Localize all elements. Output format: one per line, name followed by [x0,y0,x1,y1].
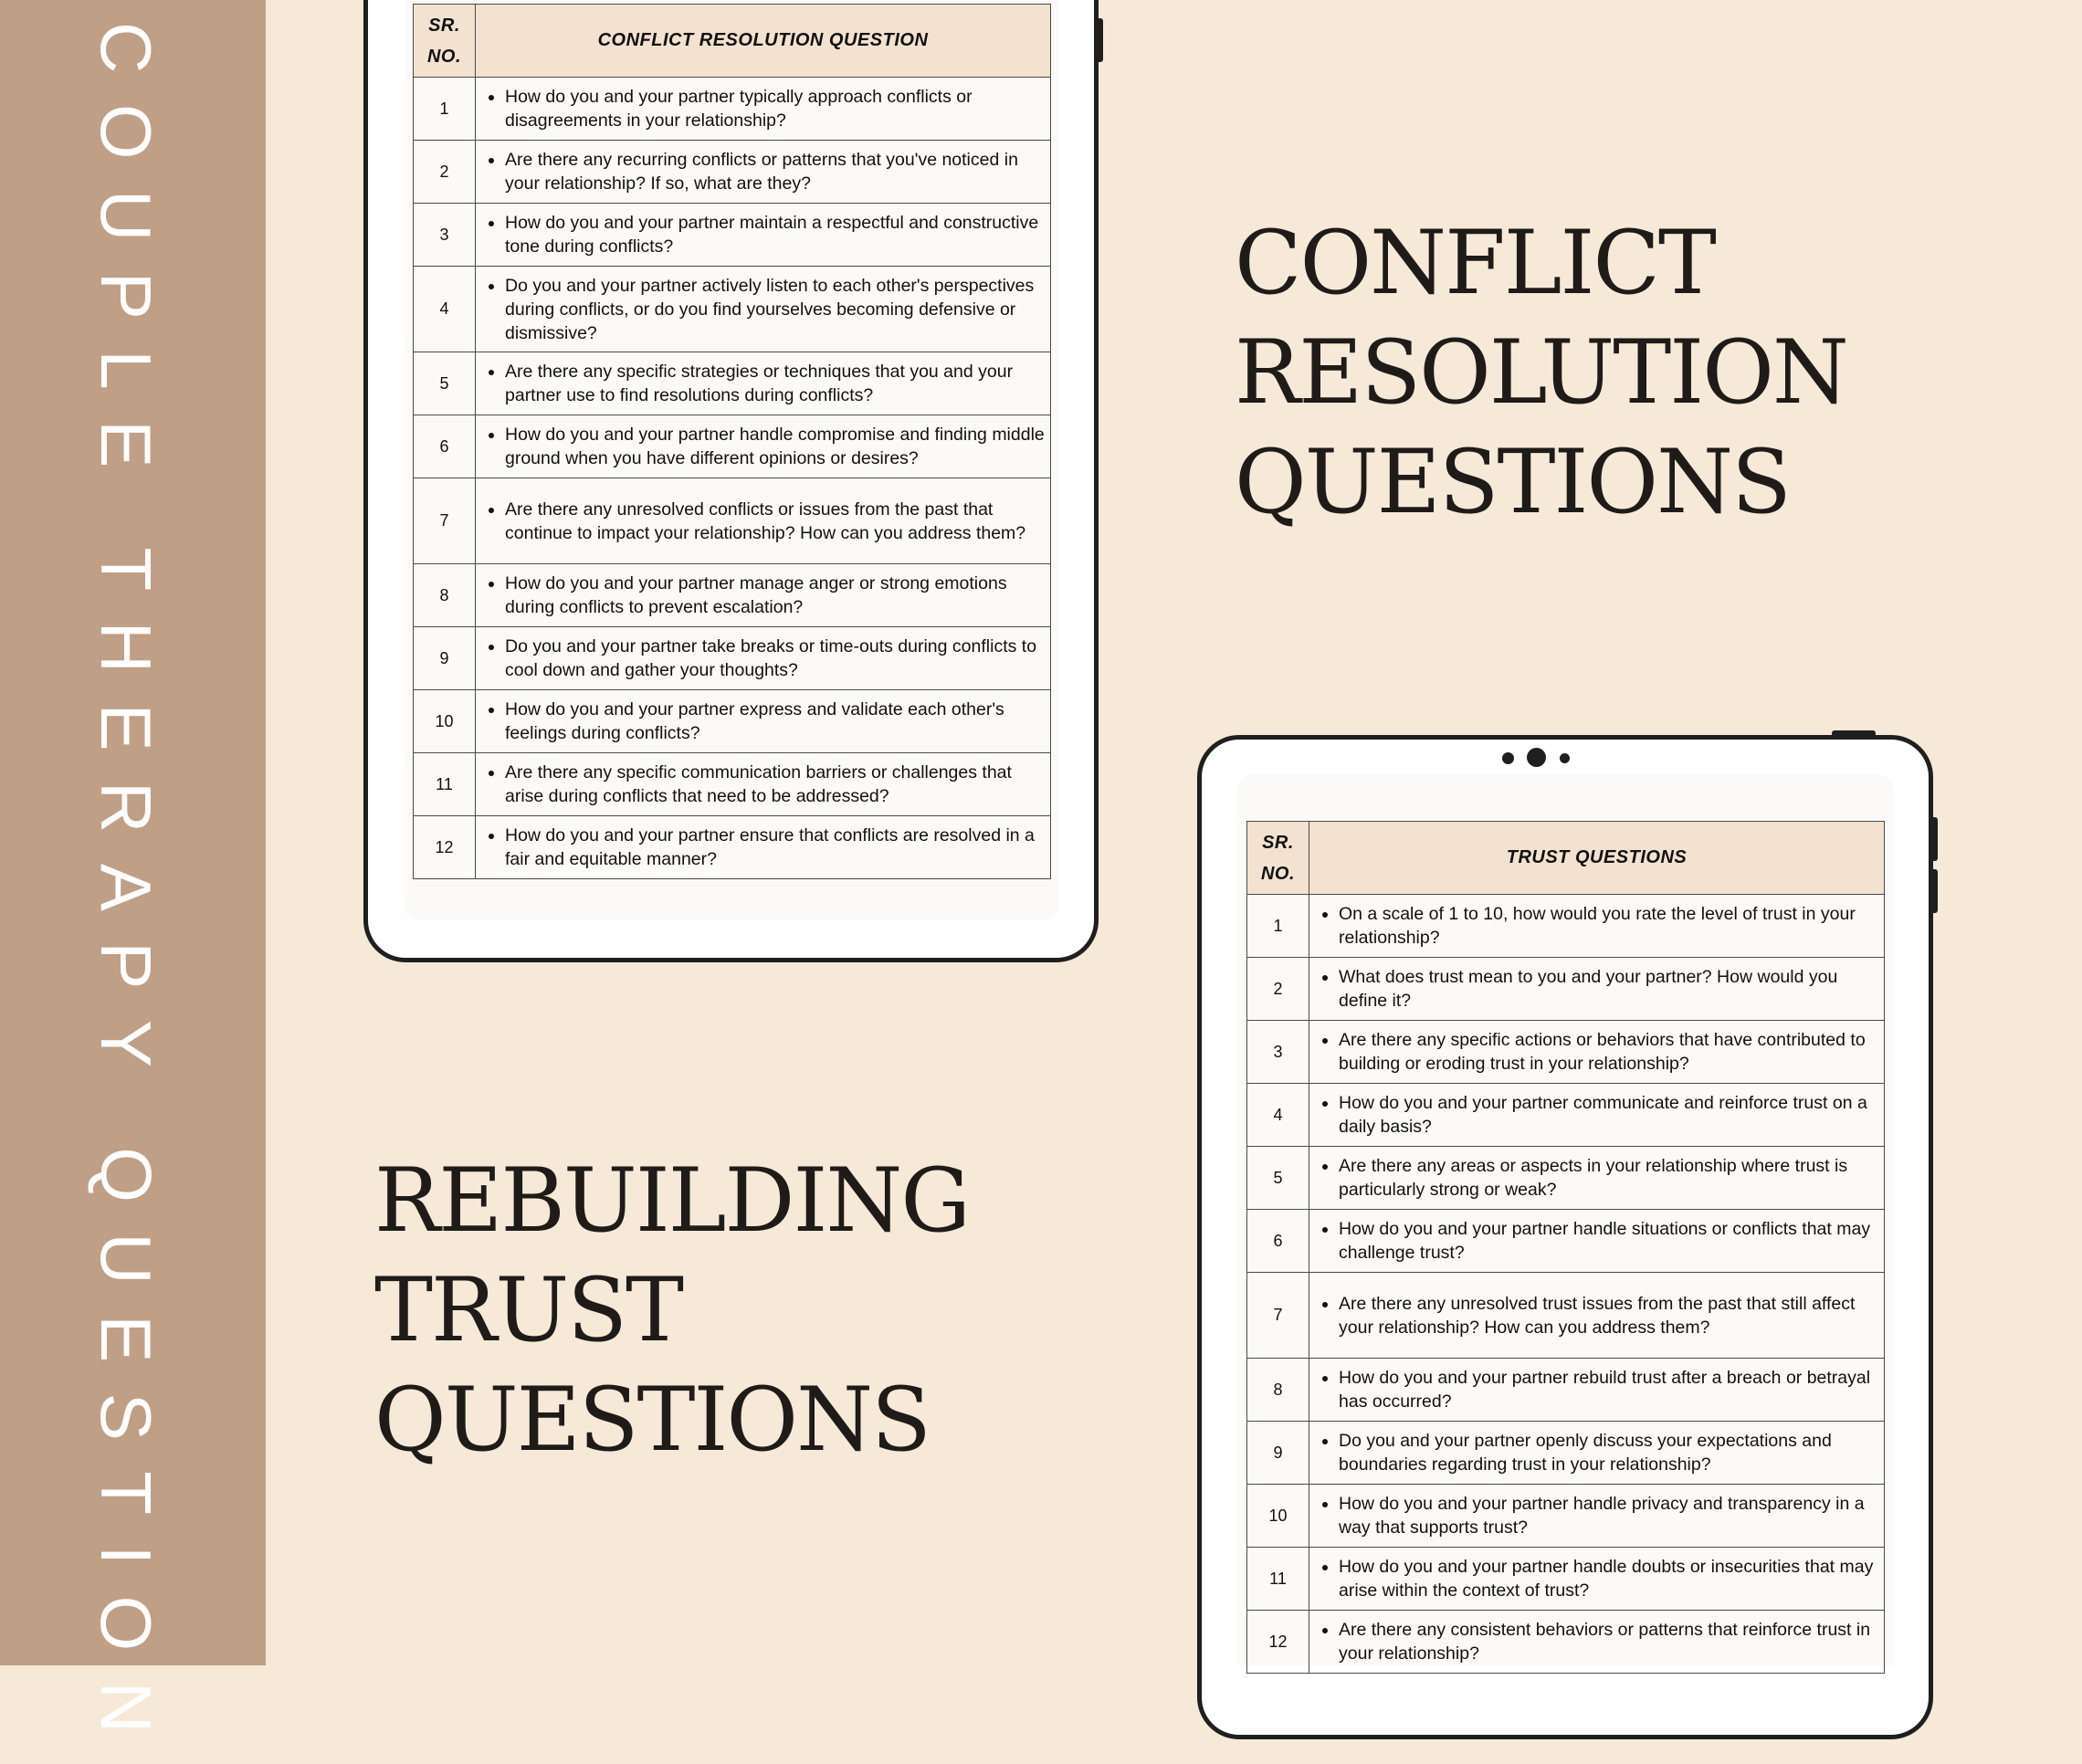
question-cell [476,816,1051,879]
question-cell [476,204,1051,267]
question-list [483,85,1045,132]
row-number: 10 [1247,1485,1309,1548]
row-number: 12 [1247,1611,1309,1674]
row-number: 3 [1247,1021,1309,1084]
question-cell [1309,1548,1885,1611]
table-row [1247,1021,1885,1084]
question-list [483,423,1045,470]
question-list [483,274,1045,345]
camera-dot-left [1502,752,1514,764]
table-row [1247,1147,1885,1210]
question-cell [476,267,1051,352]
table-row [1247,1611,1885,1674]
question-list [1317,1618,1878,1665]
question-cell [1309,1359,1885,1422]
sidebar: COUPLE THERAPY QUESTION [0,0,266,1665]
question-list [483,498,1045,545]
camera-dot-right [1560,753,1570,763]
question-text: • How do you and your partner handle situations or conflicts that may challenge trust? [1339,1217,1878,1265]
question-text: • Are there any specific strategies or techniques that you and your partner use to find resolutions during conflicts? [505,360,1045,407]
question-list [1317,1555,1878,1602]
row-number: 2 [1247,958,1309,1021]
question-text: • Are there any specific communication barriers or challenges that arise during conflicts that need to be addressed? [505,761,1045,808]
table-row [1247,1084,1885,1147]
question-cell [1309,895,1885,958]
question-list [1317,1292,1878,1339]
table-row [414,78,1051,141]
question-cell [1309,1021,1885,1084]
table-row [414,204,1051,267]
question-list [1317,965,1878,1013]
question-text: • Do you and your partner actively listen to each other's perspectives during conflicts, or do you find yourselves becoming defensive or dismissive? [505,274,1045,345]
question-list [483,761,1045,808]
question-text: • Are there any consistent behaviors or patterns that reinforce trust in your relationship? [1339,1618,1878,1665]
question-text: • Do you and your partner take breaks or time-outs during conflicts to cool down and gather your thoughts? [505,635,1045,682]
question-list [1317,1091,1878,1139]
rebuilding-trust-heading: REBUILDING TRUST QUESTIONS [374,1150,970,1471]
row-number: 9 [1247,1422,1309,1485]
question-list [1317,1429,1878,1476]
question-text: • How do you and your partner rebuild trust after a breach or betrayal has occurred? [1339,1366,1878,1413]
question-text: • Are there any areas or aspects in your relationship where trust is particularly strong or weak? [1339,1154,1878,1202]
row-number: 11 [1247,1548,1309,1611]
row-number: 1 [414,78,476,141]
header-title: CONFLICT RESOLUTION QUESTION [476,5,1051,78]
row-number: 9 [414,627,476,690]
table-row [1247,1422,1885,1485]
question-cell [476,78,1051,141]
row-number: 12 [414,816,476,879]
question-text: • Are there any unresolved trust issues from the past that still affect your relationship? How can you address them? [1339,1292,1878,1339]
question-text: • How do you and your partner express and validate each other's feelings during conflicts? [505,698,1045,745]
camera-lens-icon [1527,748,1546,767]
question-list [483,635,1045,682]
table-row [414,816,1051,879]
question-cell [476,415,1051,478]
question-cell [476,478,1051,564]
question-list [1317,1492,1878,1539]
question-text: • How do you and your partner typically approach conflicts or disagreements in your relationship? [505,85,1045,132]
question-cell [1309,1485,1885,1548]
row-number: 7 [1247,1273,1309,1359]
table-row [414,267,1051,352]
question-list [483,698,1045,745]
question-text: • How do you and your partner handle privacy and transparency in a way that supports trust? [1339,1492,1878,1539]
question-list [1317,1028,1878,1076]
table-row [1247,895,1885,958]
question-cell [1309,1084,1885,1147]
table-row [414,478,1051,564]
table-row [414,627,1051,690]
question-list [483,572,1045,619]
table-row [1247,1548,1885,1611]
question-cell [1309,1210,1885,1273]
table-row [414,753,1051,816]
question-list [1317,1154,1878,1202]
question-cell [1309,958,1885,1021]
table-row [1247,1273,1885,1359]
trust-questions-table [1246,821,1885,1674]
header-title: TRUST QUESTIONS [1309,822,1885,895]
table-row [1247,958,1885,1021]
row-number: 10 [414,690,476,753]
question-list [483,211,1045,258]
question-text: • Do you and your partner openly discuss your expectations and boundaries regarding trust in your relationship? [1339,1429,1878,1476]
question-cell [1309,1273,1885,1359]
row-number: 5 [414,352,476,415]
question-text: • How do you and your partner handle compromise and finding middle ground when you have different opinions or desires? [505,423,1045,470]
question-list [483,360,1045,407]
row-number: 5 [1247,1147,1309,1210]
question-list [1317,1366,1878,1413]
question-text: • How do you and your partner manage anger or strong emotions during conflicts to prevent escalation? [505,572,1045,619]
conflict-resolution-heading: CONFLICT RESOLUTION QUESTIONS [1235,212,1847,533]
question-text: • Are there any specific actions or behaviors that have contributed to building or eroding trust in your relationship? [1339,1028,1878,1076]
conflict-resolution-table [413,4,1051,879]
table-row [414,690,1051,753]
question-cell [476,690,1051,753]
question-list [1317,1217,1878,1265]
question-text: • How do you and your partner handle doubts or insecurities that may arise within the context of trust? [1339,1555,1878,1602]
question-text: • How do you and your partner maintain a respectful and constructive tone during conflicts? [505,211,1045,258]
question-text: • On a scale of 1 to 10, how would you rate the level of trust in your relationship? [1339,902,1878,950]
question-cell [1309,1422,1885,1485]
header-sr-no: SR. NO. [414,5,476,78]
question-cell [476,352,1051,415]
question-cell [1309,1611,1885,1674]
question-cell [476,627,1051,690]
row-number: 4 [1247,1084,1309,1147]
table-header-row [1247,822,1885,895]
row-number: 1 [1247,895,1309,958]
table-row [414,564,1051,627]
table-row [414,141,1051,204]
row-number: 7 [414,478,476,564]
row-number: 11 [414,753,476,816]
row-number: 8 [1247,1359,1309,1422]
row-number: 6 [414,415,476,478]
row-number: 6 [1247,1210,1309,1273]
row-number: 4 [414,267,476,352]
question-text: • Are there any recurring conflicts or patterns that you've noticed in your relationship? If so, what are they? [505,148,1045,195]
table-row [1247,1485,1885,1548]
tablet-conflict-side-button [1096,18,1103,62]
question-list [483,148,1045,195]
question-list [483,824,1045,871]
question-text: • How do you and your partner communicate and reinforce trust on a daily basis? [1339,1091,1878,1139]
question-text: • How do you and your partner ensure that conflicts are resolved in a fair and equitable manner? [505,824,1045,871]
question-cell [476,141,1051,204]
question-cell [476,564,1051,627]
question-text: • What does trust mean to you and your partner? How would you define it? [1339,965,1878,1013]
row-number: 8 [414,564,476,627]
tablet-trust-volume-down [1930,869,1938,913]
table-row [1247,1210,1885,1273]
header-sr-no: SR. NO. [1247,822,1309,895]
tablet-trust-volume-up [1930,817,1938,861]
tablet-trust-top-button [1832,730,1876,737]
table-row [414,352,1051,415]
question-cell [476,753,1051,816]
row-number: 2 [414,141,476,204]
table-row [1247,1359,1885,1422]
row-number: 3 [414,204,476,267]
question-text: • Are there any unresolved conflicts or issues from the past that continue to impact your relationship? How can you address them? [505,498,1045,545]
table-row [414,415,1051,478]
table-header-row [414,5,1051,78]
question-list [1317,902,1878,950]
question-cell [1309,1147,1885,1210]
